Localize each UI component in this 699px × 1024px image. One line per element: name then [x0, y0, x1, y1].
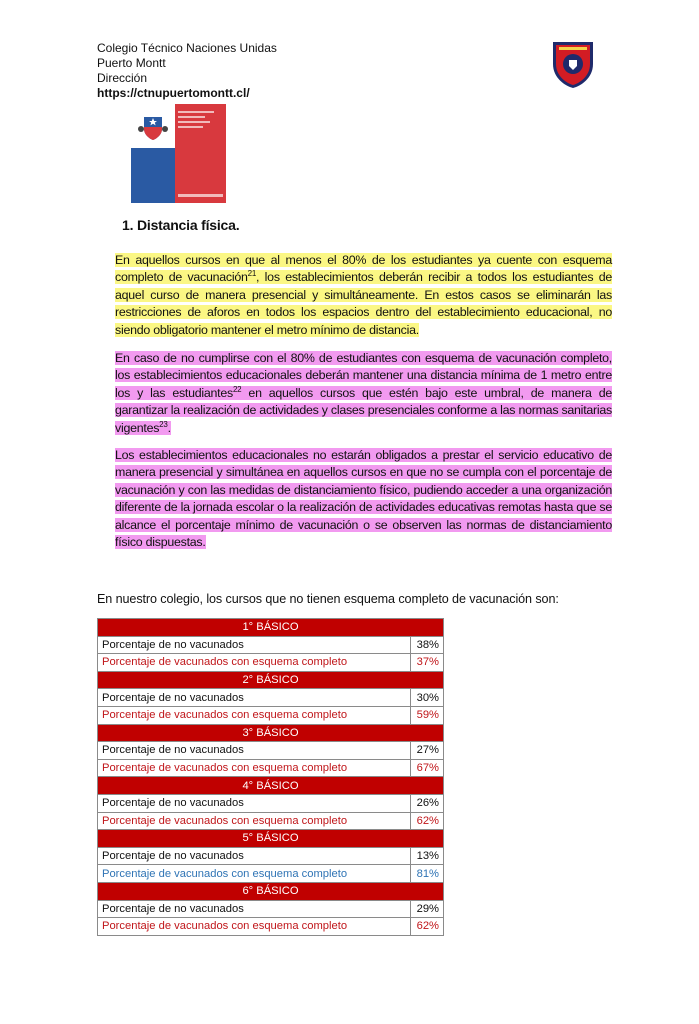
no-vaccinated-row [98, 689, 444, 707]
no-vaccinated-percent: 38% [411, 636, 444, 654]
vaccinated-row [98, 812, 444, 830]
table-intro: En nuestro colegio, los cursos que no tienen esquema completo de vacunación son: [97, 592, 559, 606]
department-name: Dirección [97, 71, 148, 85]
no-vaccinated-row [98, 900, 444, 918]
no-vaccinated-percent: 13% [411, 847, 444, 865]
vaccinated-label: Porcentaje de vacunados con esquema completo [98, 865, 411, 883]
vaccinated-label: Porcentaje de vacunados con esquema completo [98, 918, 411, 936]
grade-name: 4° BÁSICO [98, 777, 444, 795]
no-vaccinated-label: Porcentaje de no vacunados [98, 847, 411, 865]
grade-header-row [98, 724, 444, 742]
grade-header-row [98, 777, 444, 795]
vaccinated-percent: 37% [411, 654, 444, 672]
gov-chile-logo [131, 104, 226, 203]
vaccinated-row [98, 706, 444, 724]
no-vaccinated-percent: 30% [411, 689, 444, 707]
school-url: https://ctnupuertomontt.cl/ [97, 86, 250, 100]
grade-header-row [98, 671, 444, 689]
vaccinated-row [98, 759, 444, 777]
no-vaccinated-percent: 27% [411, 742, 444, 760]
vaccinated-row [98, 654, 444, 672]
vaccinated-label: Porcentaje de vacunados con esquema completo [98, 654, 411, 672]
vaccinated-percent: 67% [411, 759, 444, 777]
grade-name: 2° BÁSICO [98, 671, 444, 689]
paragraph-remote-option: Los establecimientos educacionales no estarán obligados a prestar el servicio educativo de manera presencial y simultánea en aquellos cursos en que no se cumpla con el porcentaje de vacunación y con las medidas de distanciamiento físico, pudiendo acceder a una organización diferente de la jornada escolar o la realización de actividades educativas remotas hasta que se alcance el porcentaje mínimo de vacunación o se observen las normas de distanciamiento físico dispuestas. [115, 448, 612, 550]
vaccinated-percent: 62% [411, 812, 444, 830]
no-vaccinated-label: Porcentaje de no vacunados [98, 900, 411, 918]
grade-name: 6° BÁSICO [98, 882, 444, 900]
vaccination-table [97, 618, 444, 936]
city-name: Puerto Montt [97, 56, 166, 70]
letterhead [97, 41, 277, 101]
no-vaccinated-row [98, 847, 444, 865]
no-vaccinated-row [98, 794, 444, 812]
vaccinated-row [98, 865, 444, 883]
section-title: 1. Distancia física. [122, 217, 240, 233]
vaccinated-percent: 59% [411, 706, 444, 724]
grade-header-row [98, 830, 444, 848]
vaccinated-percent: 81% [411, 865, 444, 883]
no-vaccinated-label: Porcentaje de no vacunados [98, 794, 411, 812]
grade-name: 5° BÁSICO [98, 830, 444, 848]
school-seal-icon [547, 38, 599, 90]
chile-crest-icon [131, 104, 175, 148]
grade-name: 1° BÁSICO [98, 619, 444, 637]
no-vaccinated-percent: 29% [411, 900, 444, 918]
vaccinated-label: Porcentaje de vacunados con esquema completo [98, 812, 411, 830]
school-name: Colegio Técnico Naciones Unidas [97, 41, 277, 55]
grade-header-row [98, 619, 444, 637]
no-vaccinated-percent: 26% [411, 794, 444, 812]
paragraph-full-vaccination: En aquellos cursos en que al menos el 80% de los estudiantes ya cuente con esquema completo de vacunación$^{21}$, los establecimientos deberán recibir a todos los estudiantes de aquel curso de manera presencial y simultáneamente. En estos casos se eliminarán las restricciones de aforos en todos los espacios dentro del establecimiento educacional, no siendo obligatorio mantener el metro mínimo de distancia. [115, 253, 612, 337]
vaccinated-percent: 62% [411, 918, 444, 936]
vaccinated-label: Porcentaje de vacunados con esquema completo [98, 706, 411, 724]
paragraph-distance-rule: En caso de no cumplirse con el 80% de estudiantes con esquema de vacunación completo, los establecimientos educacionales deberán mantener una distancia mínima de 1 metro entre los y las estudiantes$^{22}$ en aquellos cursos que estén bajo este umbral, de manera de garantizar la realización de actividades y clases presenciales conforme a las normas sanitarias vigentes$^{23}$. [115, 351, 612, 435]
vaccinated-row [98, 918, 444, 936]
no-vaccinated-label: Porcentaje de no vacunados [98, 742, 411, 760]
no-vaccinated-row [98, 742, 444, 760]
grade-name: 3° BÁSICO [98, 724, 444, 742]
vaccinated-label: Porcentaje de vacunados con esquema completo [98, 759, 411, 777]
grade-header-row [98, 882, 444, 900]
no-vaccinated-row [98, 636, 444, 654]
no-vaccinated-label: Porcentaje de no vacunados [98, 689, 411, 707]
no-vaccinated-label: Porcentaje de no vacunados [98, 636, 411, 654]
